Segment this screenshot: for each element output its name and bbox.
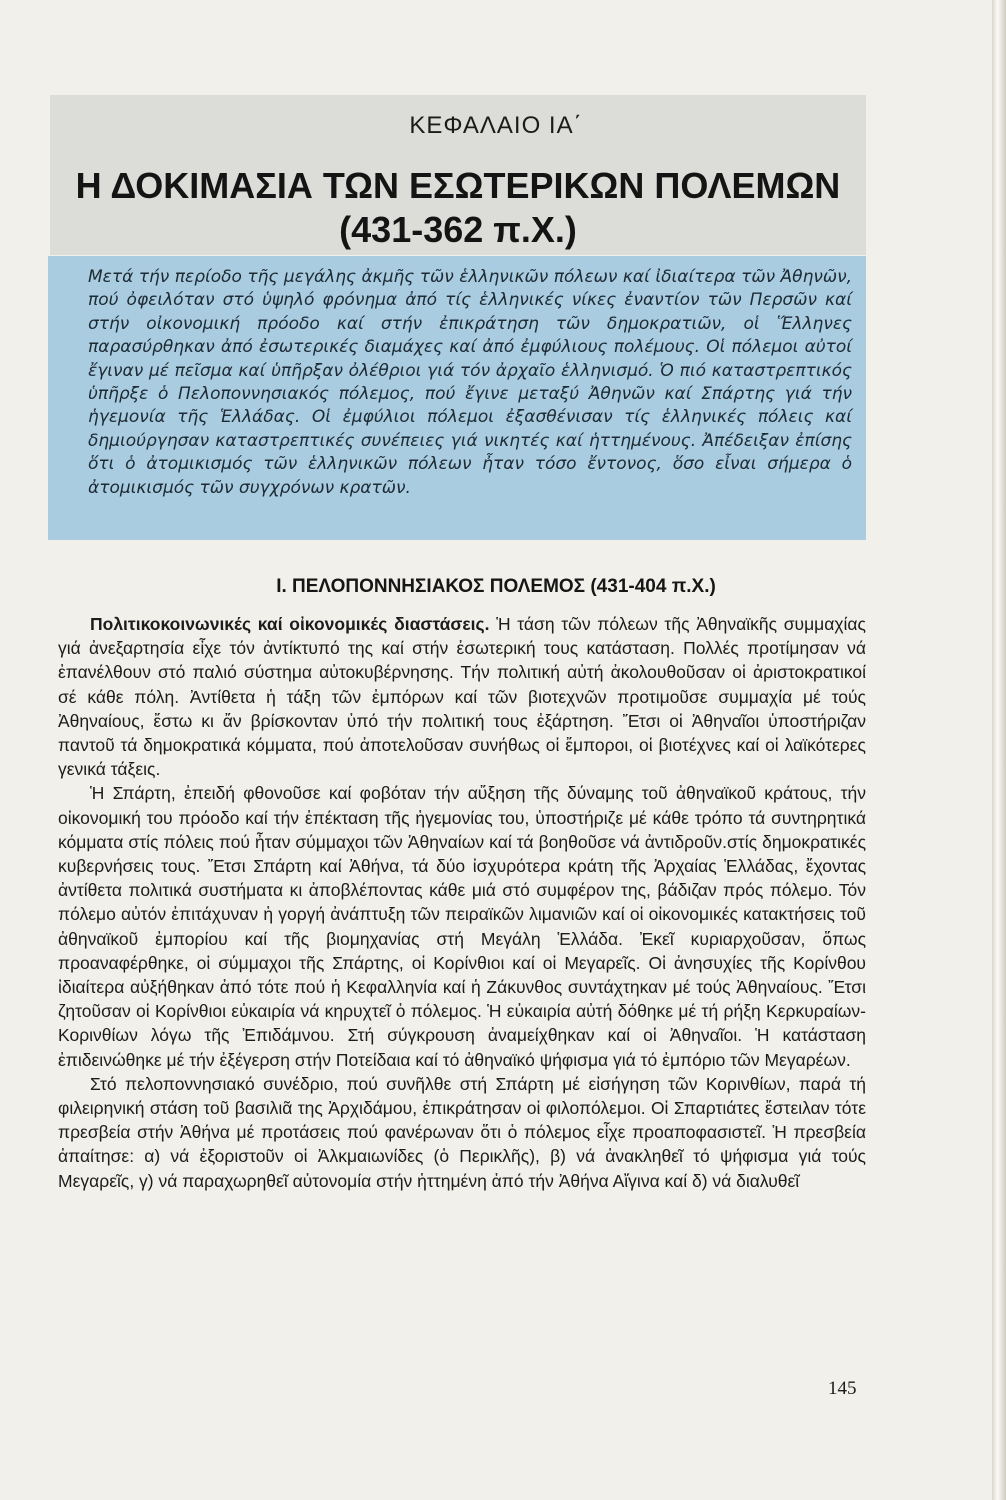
chapter-label: ΚΕΦΑΛΑΙΟ ΙΑ΄ [409, 112, 583, 139]
chapter-title-line-1: Η ΔΟΚΙΜΑΣΙΑ ΤΩΝ ΕΣΩΤΕΡΙΚΩΝ ΠΟΛΕΜΩΝ [75, 165, 841, 206]
paragraph: Ἡ Σπάρτη, ἐπειδή φθονοῦσε καί φοβόταν τήν αὔξηση τῆς δύναμης τοῦ ἀθηναϊκοῦ κράτους, τήν οἰκονομική του πρόοδο καί τήν ἐπέκταση τῆς ἡγεμονίας του, ὑποστήριζε μέ κάθε τρόπο τά συντηρητικά κόμματα στίς πόλεις πού ἦταν σύμμαχοι τῶν Ἀθηναίων καί τά βοηθοῦσε νά ἀντιδροῦν.στίς δημοκρατικές κυβερνήσεις τους. Ἔτσι Σπάρτη καί Ἀθήνα, τά δύο ἰσχυρότερα κράτη τῆς Ἀρχαίας Ἑλλάδας, ἔχοντας ἀντίθετα πολιτικά συστήματα κι ἀποβλέποντας κάθε μιά στό συμφέρον της, βάδιζαν πρός πόλεμο. Τόν πόλεμο αὐτόν ἐπιτάχυναν ἡ γοργή ἀνάπτυξη τῶν πειραϊκῶν λιμανιῶν καί οἱ οἰκονομικές κατακτήσεις τοῦ ἀθηναϊκοῦ ἐμπορίου καί τῆς βιομηχανίας στή Μεγάλη Ἑλλάδα. Ἐκεῖ κυριαρχοῦσαν, ὅπως προαναφέρθηκε, οἱ σύμμαχοι τῆς Σπάρτης, οἱ Κορίνθιοι καί οἱ Μεγαρεῖς. Οἱ ἀνησυχίες τῆς Κορίνθου ἰδιαίτερα αὐξήθηκαν ἀπό τότε πού ἡ Κεφαλληνία καί ἡ Ζάκυνθος συντάχτηκαν μέ τούς Ἀθηναίους. Ἔτσι ζητοῦσαν οἱ Κορίνθιοι εὐκαιρία νά κηρυχτεῖ ὁ πόλεμος. Ἡ εὐκαιρία αὐτή δόθηκε μέ τή ρήξη Κερκυραίων-Κορινθίων λόγω τῆς Ἐπιδάμνου. Στή σύγκρουση ἀναμείχθηκαν καί οἱ Ἀθηναῖοι. Ἡ κατάσταση ἐπιδεινώθηκε μέ τήν ἐξέγερση στήν Ποτείδαια καί τό ἀθηναϊκό ψήφισμα γιά τό ἐμπόριο τῶν Μεγαρέων. [58, 783, 866, 1070]
body-text [58, 612, 866, 1193]
paragraph-text: Ἡ τάση τῶν πόλεων τῆς Ἀθηναϊκῆς συμμαχίας γιά ἀνεξαρτησία εἶχε τόν ἀντίκτυπό της καί στήν ἐσωτερική τους κατάσταση. Πολλές προτίμησαν νά ἐπανέλθουν στό παλιό σύστημα αὐτοκυβέρνησης. Τήν πολιτική αὐτή ἀκολουθοῦσαν οἱ ἀριστοκρατικοί σέ κάθε πόλη. Ἀντίθετα ἡ τάξη τῶν ἐμπόρων καί τῶν βιοτεχνῶν προτιμοῦσε συμμαχία μέ τούς Ἀθηναίους, ἔστω κι ἄν βρίσκονταν ὑπό τήν πολιτική τους ἐξάρτηση. Ἔτσι οἱ Ἀθηναῖοι ὑποστήριζαν παντοῦ τά δημοκρατικά κόμματα, πού ἀποτελοῦσαν συνήθως οἱ ἔμποροι, οἱ βιοτέχνες καί οἱ λαϊκότερες γενικά τάξεις. [58, 614, 866, 780]
paragraph-lead-heading: Πολιτικοκοινωνικές καί οἰκονομικές διαστάσεις. [90, 614, 490, 634]
page-edge [992, 0, 1006, 1500]
chapter-title [50, 164, 866, 252]
chapter-summary-box [48, 256, 866, 540]
section-title: Ι. ΠΕΛΟΠΟΝΝΗΣΙΑΚΟΣ ΠΟΛΕΜΟΣ (431-404 π.Χ.) [276, 576, 716, 597]
paragraph: Στό πελοποννησιακό συνέδριο, πού συνῆλθε στή Σπάρτη μέ εἰσήγηση τῶν Κορινθίων, παρά τή φιλειρηνική στάση τοῦ βασιλιᾶ της Ἀρχιδάμου, ἐπικράτησαν οἱ φιλοπόλεμοι. Οἱ Σπαρτιάτες ἔστειλαν τότε πρεσβεία στήν Ἀθήνα μέ προτάσεις πού φανέρωναν ὅτι ὁ πόλεμος εἶχε προαποφασιστεῖ. Ἡ πρεσβεία ἀπαίτησε: α) νά ἐξοριστοῦν οἱ Ἀλκμαιωνίδες (ὁ Περικλῆς), β) νά ἀνακληθεῖ τό ψήφισμα γιά τούς Μεγαρεῖς, γ) νά παραχωρηθεῖ αὐτονομία στήν ἡττημένη ἀπό τήν Ἀθήνα Αἴγινα καί δ) νά διαλυθεῖ [58, 1073, 866, 1191]
paragraph [58, 612, 866, 781]
chapter-summary-text: Μετά τήν περίοδο τῆς μεγάλης ἀκμῆς τῶν ἑλληνικῶν πόλεων καί ἰδιαίτερα τῶν Ἀθηνῶν, πού ὀφειλόταν στό ὑψηλό φρόνημα ἀπό τίς ἑλληνικές νίκες ἐναντίον τῶν Περσῶν καί στήν οἰκονομική πρόοδο καί στήν ἐπικράτηση τῶν δημοκρατιῶν, οἱ Ἕλληνες παρασύρθηκαν ἀπό ἐσωτερικές διαμάχες καί ἀπό ἐμφύλιους πολέμους. Οἱ πόλεμοι αὐτοί ἔγιναν μέ πεῖσμα καί ὑπῆρξαν ὀλέθριοι γιά τόν ἀρχαῖο ἑλληνισμό. Ὁ πιό καταστρεπτικός ὑπῆρξε ὁ Πελοποννησιακός πόλεμος, πού ἔγινε μεταξύ Ἀθηνῶν καί Σπάρτης γιά τήν ἡγεμονία τῆς Ἑλλάδας. Οἱ ἐμφύλιοι πόλεμοι ἐξασθένισαν τίς ἑλληνικές πόλεις καί δημιούργησαν καταστρεπτικές συνέπειες γιά νικητές καί ἡττημένους. Ἀπέδειξαν ἐπίσης ὅτι ὁ ἀτομικισμός τῶν ἑλληνικῶν πόλεων ἦταν τόσο ἔντονος, ὅσο εἶναι σήμερα ὁ ἀτομικισμός τῶν συγχρόνων κρατῶν. [88, 267, 852, 498]
page-number: 145 [828, 1378, 857, 1399]
chapter-title-line-2: (431-362 π.Χ.) [339, 209, 577, 250]
